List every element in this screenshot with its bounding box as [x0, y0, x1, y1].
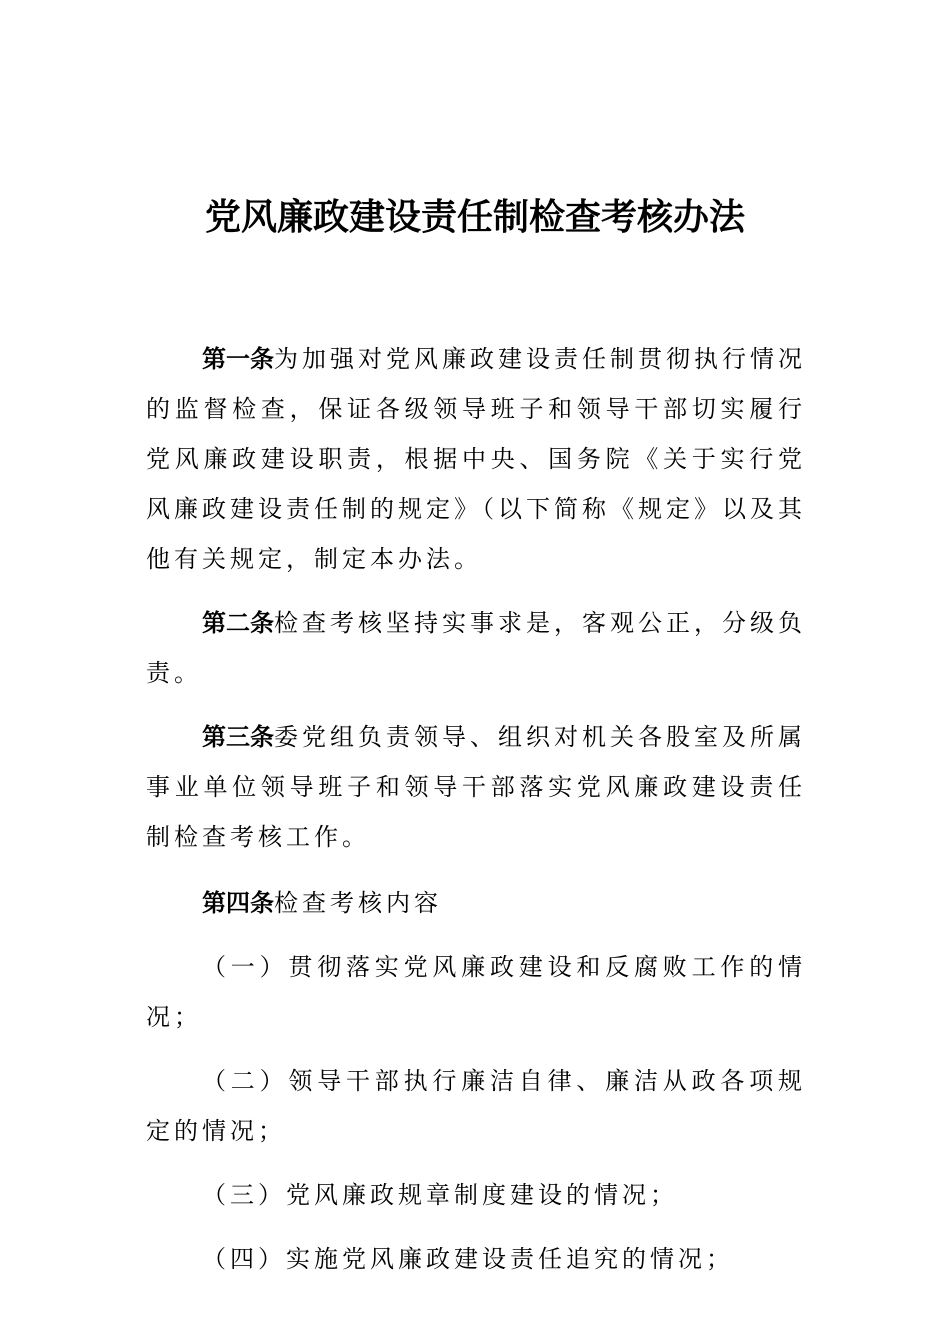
- article-3: [146, 712, 806, 862]
- list-item-2: （二）领导干部执行廉洁自律、廉洁从政各项规定的情况；: [146, 1067, 806, 1145]
- article-3-text: 委党组负责领导、组织对机关各股室及所属事业单位领导班子和领导干部落实党风廉政建设责任制检查考核工作。: [146, 723, 806, 851]
- article-1-text: 为加强对党风廉政建设责任制贯彻执行情况的监督检查，保证各级领导班子和领导干部切实履行党风廉政建设职责，根据中央、国务院《关于实行党风廉政建设责任制的规定》（以下简称《规定》以及其他有关规定，制定本办法。: [146, 345, 806, 573]
- list-item-4: （四）实施党风廉政建设责任追究的情况；: [202, 1245, 734, 1273]
- article-4-label: 第四条: [202, 889, 274, 917]
- article-4-text: 检查考核内容: [274, 889, 442, 917]
- article-4: [146, 878, 806, 928]
- article-2-text: 检查考核坚持实事求是，客观公正，分级负责。: [146, 609, 806, 687]
- document-title: 党风廉政建设责任制检查考核办法: [204, 197, 745, 238]
- article-1-label: 第一条: [202, 345, 274, 373]
- article-2-label: 第二条: [202, 609, 274, 637]
- article-3-label: 第三条: [202, 723, 274, 751]
- document-body: [146, 334, 806, 1284]
- list-item-1: （一）贯彻落实党风廉政建设和反腐败工作的情况；: [146, 953, 806, 1031]
- list-item-3: （三）党风廉政规章制度建设的情况；: [202, 1181, 678, 1209]
- article-1: [146, 334, 806, 584]
- article-2: [146, 598, 806, 698]
